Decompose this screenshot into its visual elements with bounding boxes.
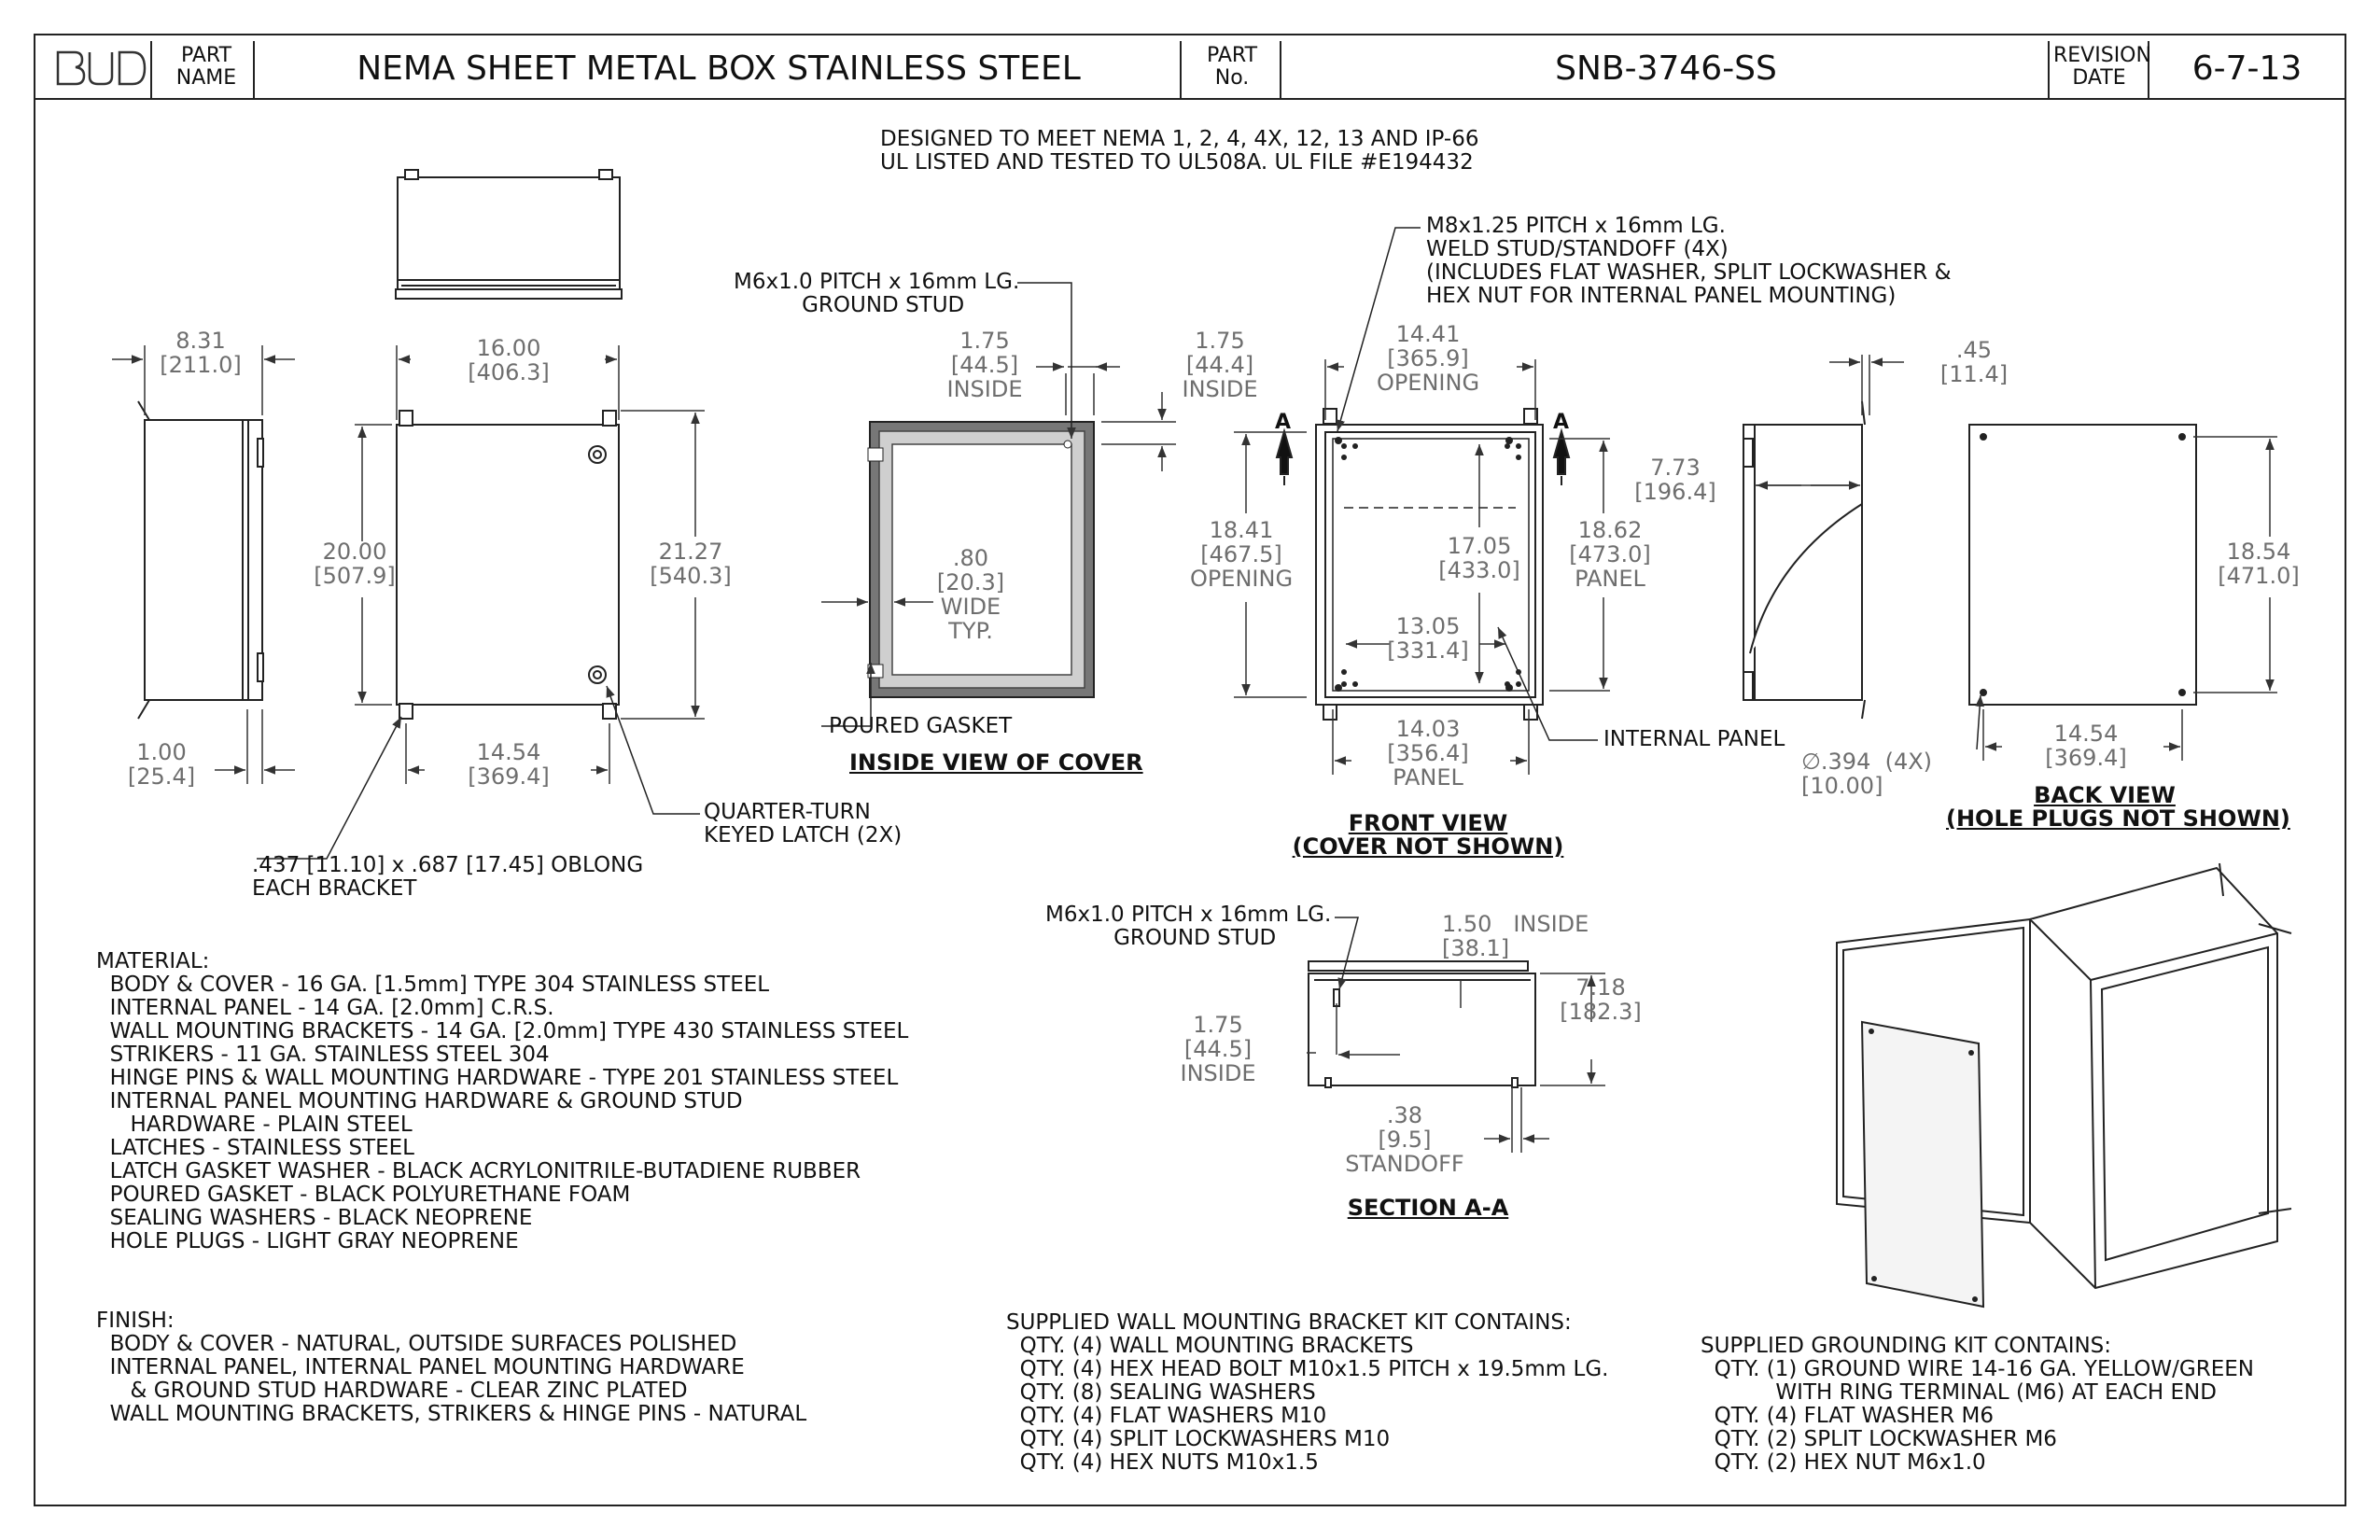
material-heading: MATERIAL:: [96, 949, 210, 973]
dim-section-inside-left: 1.75 [44.5] INSIDE: [1180, 1012, 1256, 1086]
material-line: SEALING WASHERS - BLACK NEOPRENE: [96, 1206, 533, 1230]
isometric-view: [1837, 863, 2291, 1307]
dim-stud-horizontal: 13.05 [331.4]: [1387, 613, 1469, 664]
grounding-kit-line: QTY. (1) GROUND WIRE 14-16 GA. YELLOW/GREEN: [1701, 1357, 2254, 1381]
finish-list: [96, 1333, 806, 1426]
material-line: LATCHES - STAINLESS STEEL: [96, 1136, 414, 1160]
back-view-title: BACK VIEW: [2034, 782, 2176, 808]
dim-front-width: 16.00 [406.3]: [468, 335, 550, 385]
bud-logo: [58, 52, 145, 84]
bracket-kit-line: QTY. (4) SPLIT LOCKWASHERS M10: [1006, 1427, 1391, 1451]
ul-listing-note: UL LISTED AND TESTED TO UL508A. UL FILE #E194432: [880, 150, 1474, 175]
front-view-title: FRONT VIEW: [1348, 810, 1508, 836]
grounding-kit-list: [1701, 1358, 2254, 1475]
bracket-kit-line: QTY. (8) SEALING WASHERS: [1006, 1380, 1316, 1405]
dim-panel-height: 18.62 [473.0] PANEL: [1569, 517, 1651, 592]
back-view: [1969, 425, 2196, 705]
dim-section-depth: 7.18 [182.3]: [1560, 974, 1642, 1025]
back-profile-view: [1743, 401, 1865, 719]
material-line: LATCH GASKET WASHER - BLACK ACRYLONITRILE-BUTADIENE RUBBER: [96, 1159, 861, 1183]
revision-label: REVISION DATE: [2053, 44, 2151, 90]
dim-cover-inside-right: 1.75 [44.4] INSIDE: [1182, 328, 1258, 402]
material-line: POURED GASKET - BLACK POLYURETHANE FOAM: [96, 1183, 631, 1207]
dim-bracket-height: 21.27 [540.3]: [650, 539, 732, 589]
dim-bracket-spacing: 14.54 [369.4]: [468, 739, 550, 790]
grounding-kit-line: QTY. (4) FLAT WASHER M6: [1701, 1404, 1994, 1428]
dim-back-flange: .45 [11.4]: [1939, 337, 2009, 387]
dim-back-offset: 7.73 [196.4]: [1634, 455, 1716, 505]
front-view-subtitle: (COVER NOT SHOWN): [1292, 833, 1564, 860]
grounding-kit-line: QTY. (2) SPLIT LOCKWASHER M6: [1701, 1427, 2057, 1451]
section-marker-left: A: [1275, 411, 1292, 434]
dim-back-spacing: 14.54 [369.4]: [2045, 721, 2127, 771]
ground-stud-callout: M6x1.0 PITCH x 16mm LG. GROUND STUD: [734, 270, 1020, 317]
dim-side-depth: 8.31 [211.0]: [160, 328, 242, 378]
material-line: BODY & COVER - 16 GA. [1.5mm] TYPE 304 STAINLESS STEEL: [96, 973, 770, 997]
bracket-kit-heading: SUPPLIED WALL MOUNTING BRACKET KIT CONTAINS:: [1006, 1310, 1572, 1335]
bracket-kit-line: QTY. (4) FLAT WASHERS M10: [1006, 1404, 1327, 1428]
grounding-kit-heading: SUPPLIED GROUNDING KIT CONTAINS:: [1701, 1334, 2112, 1358]
material-line: STRIKERS - 11 GA. STAINLESS STEEL 304: [96, 1043, 550, 1067]
material-line: WALL MOUNTING BRACKETS - 14 GA. [2.0mm] TYPE 430 STAINLESS STEEL: [96, 1019, 909, 1043]
material-line: INTERNAL PANEL - 14 GA. [2.0mm] C.R.S.: [96, 996, 554, 1020]
bracket-kit-list: [1006, 1335, 1608, 1475]
oblong-hole-callout: .437 [11.10] x .687 [17.45] OBLONG EACH BRACKET: [252, 853, 644, 901]
nema-rating-note: DESIGNED TO MEET NEMA 1, 2, 4, 4X, 12, 13 AND IP-66: [880, 127, 1479, 151]
quarter-turn-latch-callout: QUARTER-TURN KEYED LATCH (2X): [704, 800, 903, 847]
dim-opening-height: 18.41 [467.5] OPENING: [1189, 517, 1294, 592]
finish-line: WALL MOUNTING BRACKETS, STRIKERS & HINGE PINS - NATURAL: [96, 1402, 807, 1426]
dim-stud-vertical: 17.05 [433.0]: [1438, 533, 1520, 583]
front-closed-view: [397, 411, 619, 719]
part-name-label: PART NAME: [175, 44, 237, 90]
material-line: INTERNAL PANEL MOUNTING HARDWARE & GROUND STUD: [96, 1089, 743, 1113]
section-ground-stud-callout: M6x1.0 PITCH x 16mm LG. GROUND STUD: [1045, 903, 1332, 950]
part-number: SNB-3746-SS: [1555, 49, 1777, 88]
material-line: HARDWARE - PLAIN STEEL: [96, 1113, 413, 1137]
back-view-subtitle: (HOLE PLUGS NOT SHOWN): [1946, 805, 2290, 832]
inside-cover-view-title: INSIDE VIEW OF COVER: [849, 749, 1143, 776]
dim-panel-width: 14.03 [356.4] PANEL: [1387, 716, 1469, 791]
part-name: NEMA SHEET METAL BOX STAINLESS STEEL: [357, 49, 1081, 88]
revision-date: 6-7-13: [2191, 49, 2303, 88]
bracket-kit-line: QTY. (4) HEX NUTS M10x1.5: [1006, 1450, 1319, 1475]
dim-gasket-wide: .80 [20.3] WIDE TYP.: [936, 545, 1005, 644]
dim-opening-width: 14.41 [365.9] OPENING: [1376, 321, 1480, 396]
poured-gasket-callout: POURED GASKET: [829, 714, 1013, 738]
hole-diameter-callout: ∅.394 (4X) [10.00]: [1801, 749, 1933, 799]
finish-line: INTERNAL PANEL, INTERNAL PANEL MOUNTING HARDWARE: [96, 1355, 745, 1379]
finish-heading: FINISH:: [96, 1309, 175, 1333]
grounding-kit-line: WITH RING TERMINAL (M6) AT EACH END: [1701, 1380, 2217, 1405]
dim-front-height: 20.00 [507.9]: [314, 539, 396, 589]
finish-line: & GROUND STUD HARDWARE - CLEAR ZINC PLATED: [96, 1379, 688, 1403]
top-view: [396, 170, 622, 299]
side-view: [138, 401, 263, 719]
section-view-title: SECTION A-A: [1347, 1195, 1509, 1221]
part-no-label: PART No.: [1206, 44, 1258, 90]
weld-stud-callout: M8x1.25 PITCH x 16mm LG. WELD STUD/STANDOFF (4X) (INCLUDES FLAT WASHER, SPLIT LOCKWASHER & HEX NUT FOR INTERNAL PANEL MOUNTING): [1426, 214, 1952, 308]
grounding-kit-line: QTY. (2) HEX NUT M6x1.0: [1701, 1450, 1986, 1475]
dim-section-inside-top: 1.50 INSIDE [38.1]: [1442, 911, 1589, 961]
internal-panel-callout: INTERNAL PANEL: [1603, 727, 1785, 751]
dim-back-height: 18.54 [471.0]: [2218, 539, 2300, 589]
material-line: HOLE PLUGS - LIGHT GRAY NEOPRENE: [96, 1229, 519, 1253]
finish-line: BODY & COVER - NATURAL, OUTSIDE SURFACES POLISHED: [96, 1332, 737, 1356]
bracket-kit-line: QTY. (4) HEX HEAD BOLT M10x1.5 PITCH x 19.5mm LG.: [1006, 1357, 1609, 1381]
material-list: [96, 973, 908, 1253]
dim-side-flange: 1.00 [25.4]: [127, 739, 196, 790]
material-line: HINGE PINS & WALL MOUNTING HARDWARE - TYPE 201 STAINLESS STEEL: [96, 1066, 899, 1090]
bracket-kit-line: QTY. (4) WALL MOUNTING BRACKETS: [1006, 1334, 1414, 1358]
dim-section-standoff: .38 [9.5] STANDOFF: [1345, 1102, 1464, 1177]
dim-cover-inside-left: 1.75 [44.5] INSIDE: [946, 328, 1023, 402]
section-marker-right: A: [1553, 411, 1570, 434]
section-a-a: [1309, 961, 1535, 1087]
